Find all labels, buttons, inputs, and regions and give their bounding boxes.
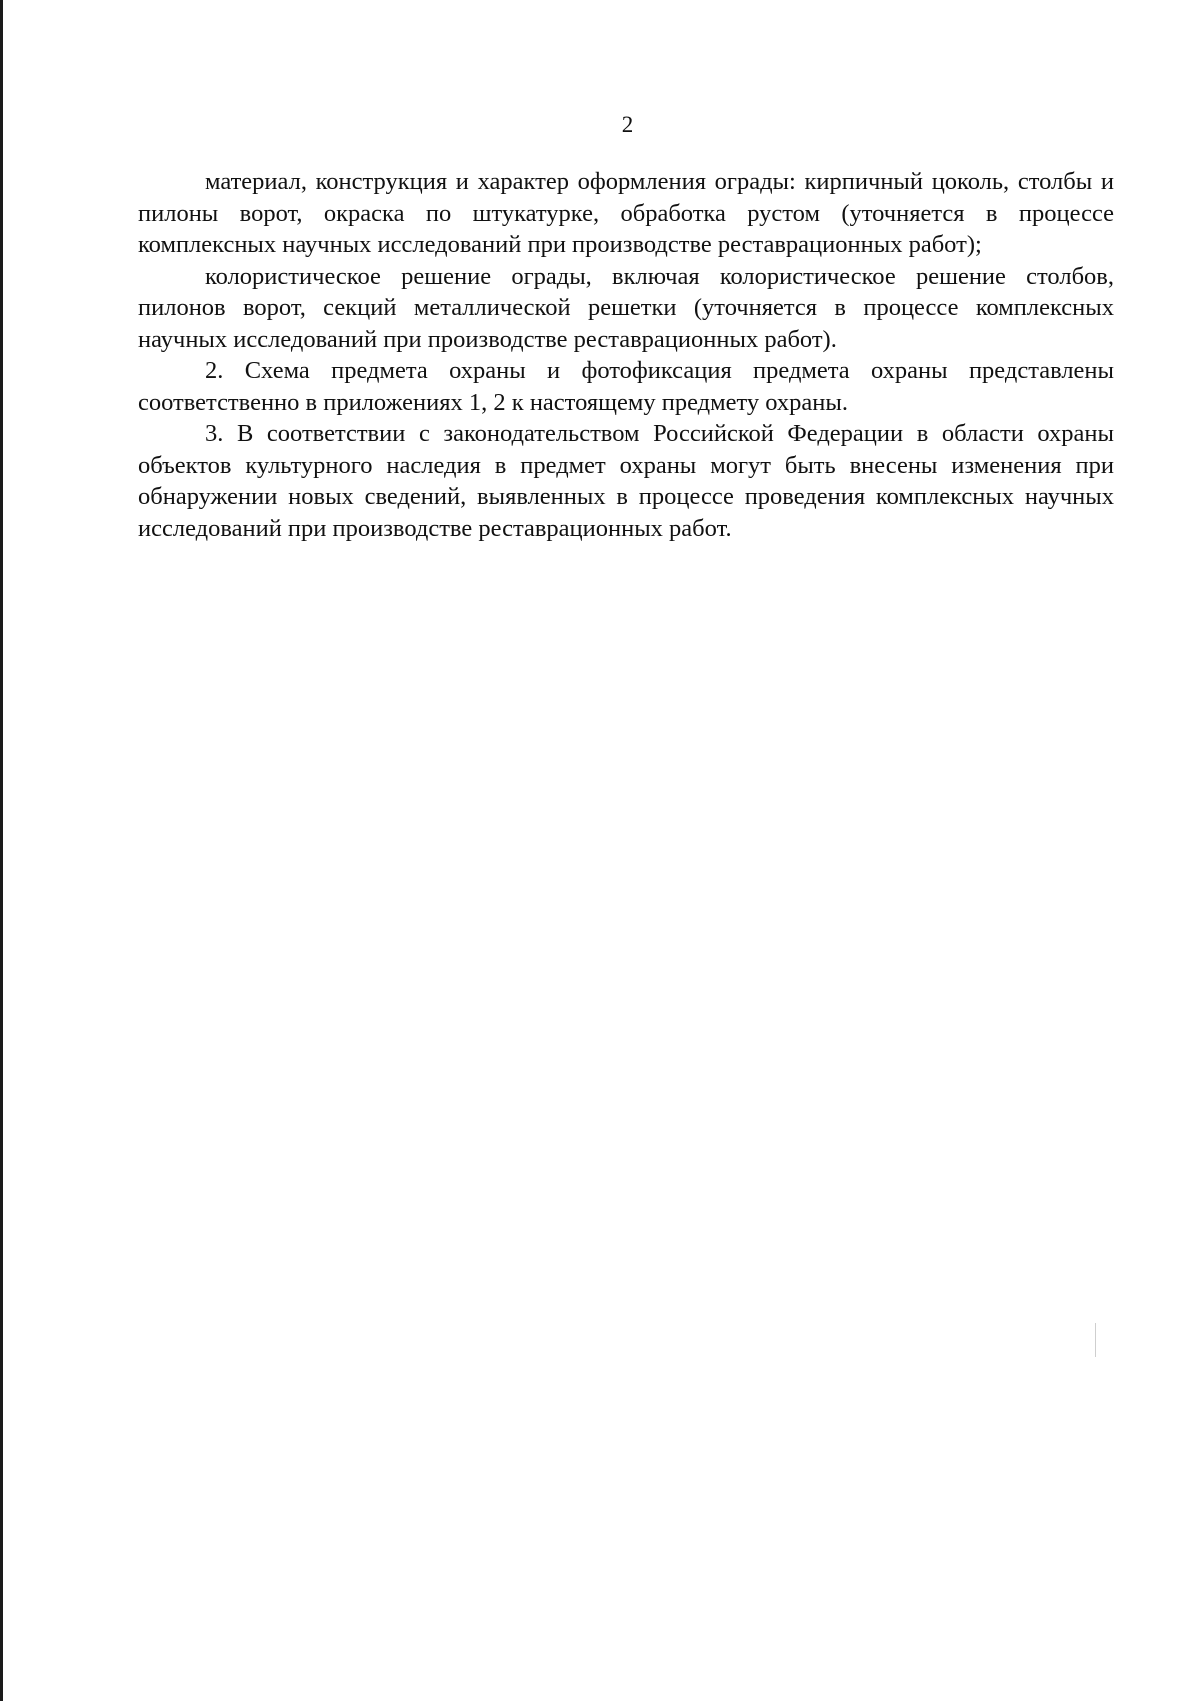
scan-left-edge (0, 0, 3, 1701)
page-number: 2 (621, 112, 634, 137)
paragraph-fence-material: материал, конструкция и характер оформления ограды: кирпичный цоколь, столбы и пилоны ворот, окраска по штукатурке, обработка рустом (уточняется в процессе комплексных научных исследований при производстве реставрационных работ); (138, 168, 1114, 258)
scan-artifact (1095, 1323, 1096, 1357)
paragraph-item-3: 3. В соответствии с законодательством Российской Федерации в области охраны объектов культурного наследия в предмет охраны могут быть внесены изменения при обнаружении новых сведений, выявленных в процессе проведения комплексных научных исследований при производстве реставрационных работ. (138, 420, 1114, 542)
paragraph-fence-color: колористическое решение ограды, включая колористическое решение столбов, пилонов ворот, секций металлической решетки (уточняется в процессе комплексных научных исследований при производстве реставрационных работ). (138, 262, 1114, 353)
paragraph-item-2: 2. Схема предмета охраны и фотофиксация предмета охраны представлены соответственно в приложениях 1, 2 к настоящему предмету охраны. (138, 357, 1114, 416)
document-body (138, 166, 1114, 544)
